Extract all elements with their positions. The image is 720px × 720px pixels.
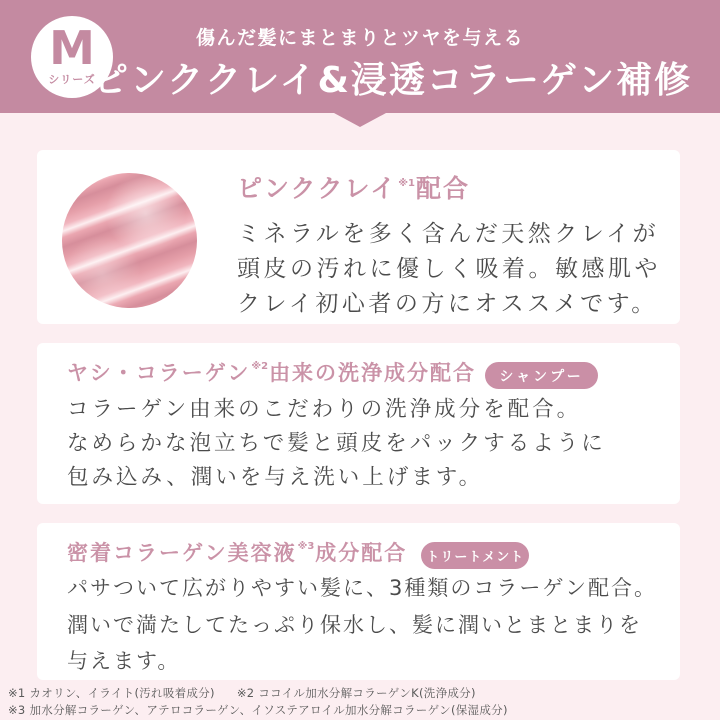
body-line: なめらかな泡立ちで髪と頭皮をパックするように bbox=[67, 431, 606, 456]
footnote-ref-1: ※1 bbox=[398, 178, 415, 189]
body-line: 包み込み、潤いを与え洗い上げます。 bbox=[67, 465, 484, 490]
card-treatment-heading: 密着コラーゲン美容液※3成分配合 bbox=[67, 539, 407, 572]
card-treatment bbox=[37, 523, 680, 680]
card-treatment-heading-row bbox=[67, 539, 529, 572]
card-pink-clay-body bbox=[237, 217, 661, 322]
header-title: ピンククレイ&浸透コラーゲン補修 bbox=[92, 60, 693, 101]
card-shampoo-body bbox=[67, 393, 606, 495]
card-shampoo bbox=[37, 343, 680, 504]
footnote-line-2: ※3 加水分解コラーゲン、アテロコラーゲン、イソステアロイル加水分解コラーゲン(保湿成分) bbox=[8, 703, 508, 717]
card-pink-clay-heading: ピンククレイ※1配合 bbox=[237, 174, 661, 210]
card-shampoo-heading-row bbox=[67, 359, 598, 392]
card-pink-clay-text bbox=[237, 174, 661, 322]
logo-series-label: シリーズ bbox=[48, 73, 96, 87]
down-arrow-pointer bbox=[334, 113, 386, 127]
pink-clay-texture-image bbox=[62, 173, 197, 308]
body-line: パサついて広がりやすい髪に、3種類のコラーゲン配合。 bbox=[67, 576, 657, 600]
body-line: クレイ初心者の方にオススメです。 bbox=[237, 291, 658, 317]
shampoo-badge: シャンプー bbox=[485, 362, 598, 389]
header-banner bbox=[0, 0, 720, 113]
footnote-line-1: ※1 カオリン、イライト(汚れ吸着成分) ※2 ココイル加水分解コラーゲンK(洗浄成分) bbox=[8, 686, 476, 700]
footnote-ref-2: ※2 bbox=[251, 361, 269, 372]
footnote-ref-3: ※3 bbox=[297, 541, 315, 552]
body-line: 与えます。 bbox=[67, 649, 181, 673]
card-pink-clay bbox=[37, 150, 680, 324]
card-treatment-body bbox=[67, 570, 657, 680]
card-shampoo-heading: ヤシ・コラーゲン※2由来の洗浄成分配合 bbox=[67, 359, 476, 392]
body-line: コラーゲン由来のこだわりの洗浄成分を配合。 bbox=[67, 397, 582, 422]
body-line: 頭皮の汚れに優しく吸着。敏感肌や bbox=[237, 256, 661, 282]
logo-letter: M bbox=[49, 20, 95, 75]
body-line: ミネラルを多く含んだ天然クレイが bbox=[237, 221, 660, 247]
treatment-badge: トリートメント bbox=[421, 542, 529, 569]
footnotes bbox=[8, 685, 508, 719]
body-line: 潤いで満たしてたっぷり保水し、髪に潤いとまとまりを bbox=[67, 612, 642, 637]
header-subtitle: 傷んだ髪にまとまりとツヤを与える bbox=[195, 27, 524, 49]
